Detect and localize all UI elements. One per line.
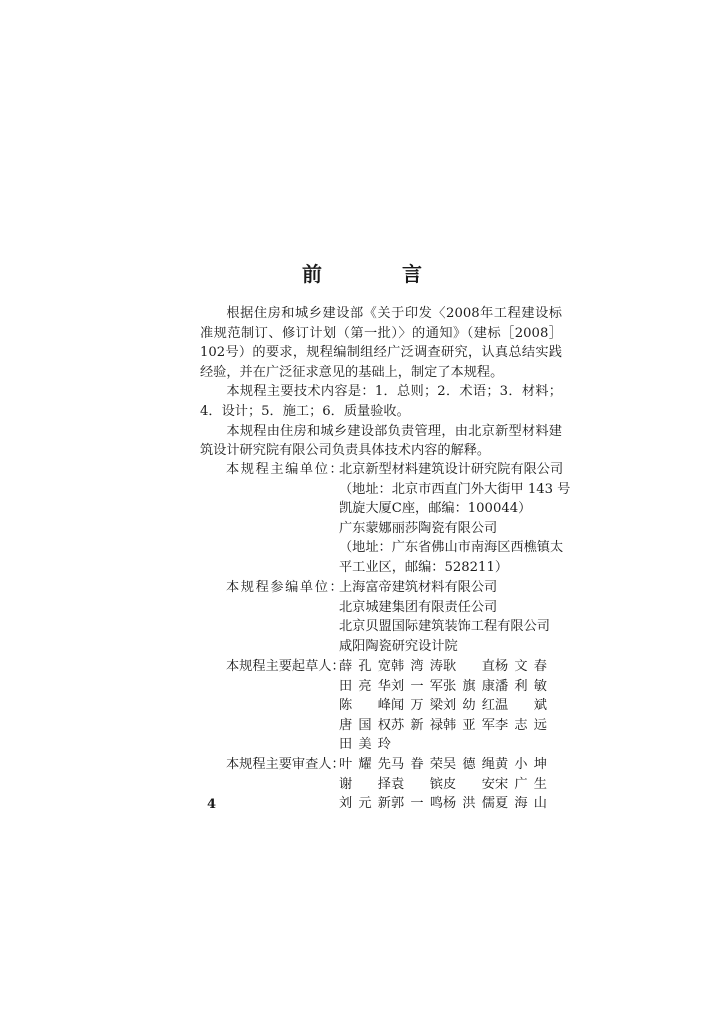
participating-unit-line: 上海富帝建筑材料有限公司: [339, 580, 498, 595]
participating-unit-line: 北京城建集团有限责任公司: [339, 599, 498, 615]
editor-unit-label: 本规程主编单位：: [226, 462, 345, 477]
drafter-name: 杨文春: [495, 659, 547, 674]
drafter-name: 李志远: [495, 717, 547, 733]
participating-units-section: [200, 578, 570, 656]
editor-unit-line: （地址：广东省佛山市南海区西樵镇太: [339, 540, 564, 556]
participating-unit-line: 北京贝盟国际建筑装饰工程有限公司: [339, 619, 550, 635]
drafter-name: 闻万梁: [391, 698, 443, 714]
participating-units-list: [339, 578, 570, 656]
preface-paragraph-3: 本规程由住房和城乡建设部负责管理，由北京新型材料建筑设计研究院有限公司负责具体技术内容的解释。: [200, 423, 562, 459]
name-row: [339, 657, 570, 677]
editor-unit-list: [339, 460, 570, 578]
reviewer-name: 杨洪儒: [443, 796, 495, 812]
name-row: [339, 677, 570, 697]
editor-unit-line: 平工业区，邮编：528211）: [339, 559, 509, 575]
drafter-name: 苏新禄: [391, 717, 443, 733]
name-row: [339, 775, 570, 795]
drafter-name: 唐国权: [339, 717, 391, 733]
drafter-name: 薛孔宽: [339, 659, 391, 674]
drafter-name: 耿 直: [443, 659, 495, 674]
reviewer-name: 黄小坤: [495, 757, 547, 772]
editor-unit-line: 凯旋大厦C座，邮编：100044）: [339, 501, 532, 517]
reviewer-name: 刘元新: [339, 796, 391, 812]
reviewer-name: 皮 安: [443, 776, 495, 792]
name-row: [339, 716, 570, 736]
editor-unit-section: [200, 460, 570, 578]
drafter-name: 韩湾涛: [391, 659, 443, 674]
drafter-name: 田亮华: [339, 678, 391, 694]
drafter-name: 田美玲: [339, 737, 391, 753]
reviewer-name: 夏海山: [495, 796, 547, 812]
reviewer-name: 谢 择: [339, 776, 391, 792]
drafters-label: 本规程主要起草人：: [226, 659, 345, 674]
page-title: 前 言: [302, 262, 452, 286]
name-row: [339, 794, 570, 814]
drafter-name: 刘幼红: [443, 698, 495, 714]
reviewers-label: 本规程主要审查人：: [226, 757, 345, 772]
drafter-name: 温 斌: [495, 698, 547, 714]
drafter-name: 陈 峰: [339, 698, 391, 714]
preface-body: [200, 304, 562, 461]
drafters-section: [200, 657, 570, 755]
editor-unit-line: （地址：北京市西直门外大街甲 143 号: [339, 481, 571, 497]
reviewer-name: 郭一鸣: [391, 796, 443, 812]
participating-units-label: 本规程参编单位：: [226, 580, 345, 595]
drafter-name: 刘一军: [391, 678, 443, 694]
name-row: [339, 755, 570, 775]
preface-paragraph-2: 本规程主要技术内容是：1．总则；2．术语；3．材料；4．设计；5．施工；6．质量验收。: [200, 384, 562, 419]
drafters-list: [339, 657, 570, 755]
drafter-name: 韩亚军: [443, 717, 495, 733]
page-number: 4: [207, 797, 217, 812]
reviewer-name: 马眷荣: [391, 757, 443, 772]
reviewers-section: [200, 755, 570, 814]
drafter-name: 潘利敏: [495, 678, 547, 694]
editor-unit-line: 广东蒙娜丽莎陶瓷有限公司: [339, 520, 498, 536]
editor-unit-line: 北京新型材料建筑设计研究院有限公司: [339, 462, 564, 477]
reviewer-name: 吴德绳: [443, 757, 495, 772]
reviewer-name: 叶耀先: [339, 757, 391, 772]
reviewer-name: 宋广生: [495, 776, 547, 792]
reviewers-list: [339, 755, 570, 814]
name-row: [339, 735, 570, 755]
drafter-name: 张旗康: [443, 678, 495, 694]
preface-paragraph-1: 根据住房和城乡建设部《关于印发〈2008年工程建设标准规范制订、修订计划（第一批）〉的通知》（建标［2008］102号）的要求，规程编制组经广泛调查研究，认真总结实践经验，并在广泛征求意见的基础上，制定了本规程。: [200, 306, 562, 380]
name-row: [339, 696, 570, 716]
reviewer-name: 袁 镔: [391, 776, 443, 792]
participating-unit-line: 咸阳陶瓷研究设计院: [339, 638, 458, 654]
